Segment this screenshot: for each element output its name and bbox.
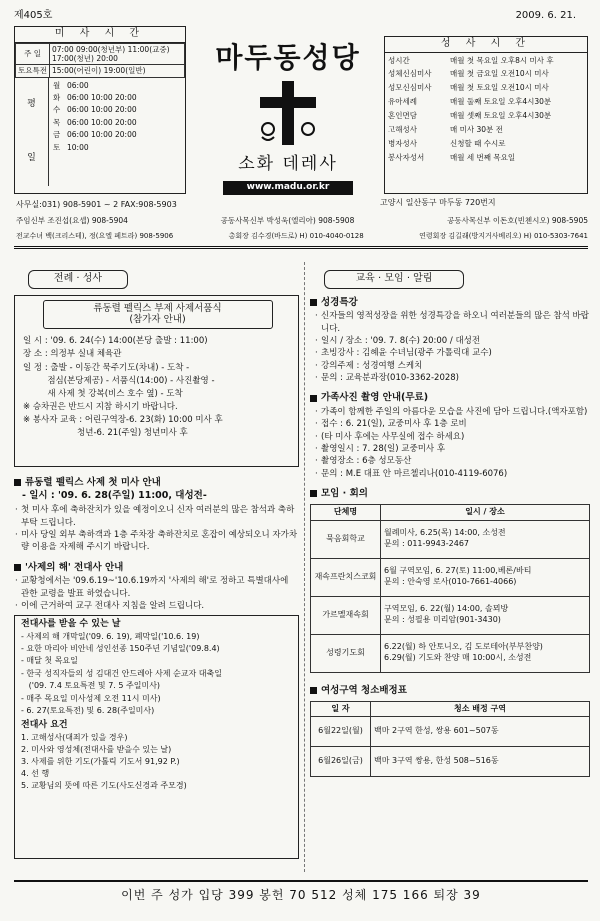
sacrament-desc: 신청할 때 수시로: [450, 138, 506, 148]
sacrament-name: 성모신심미사: [388, 83, 432, 93]
meeting-group-detail: [381, 520, 590, 558]
church-name: 마두동성당: [215, 41, 361, 74]
meeting-header-name: 단체명: [311, 504, 381, 520]
hymn-footer: 이번 주 성가 입당 399 봉헌 70 512 성체 175 166 퇴장 39: [121, 888, 481, 902]
indulgence-reqs: [21, 732, 292, 792]
indulgence-day: - 사제의 해 개막일('09. 6. 19), 폐막일('10.6. 19): [21, 631, 200, 641]
weekday-row: 목 06:00 10:00 20:00: [53, 117, 137, 127]
indulgence-req: 5. 교황님의 뜻에 따른 기도(사도신경과 주모경): [21, 780, 187, 790]
ordination-line: ※ 봉사자 교육 : 어린구역장-6. 23(화) 10:00 미사 후: [23, 415, 223, 426]
meeting-group-detail: [381, 558, 590, 596]
mass-sunday-label: 주 일: [16, 43, 50, 65]
contact-assistant-2: 공동사목신부 이돈호(빈첸시오) 908-5905: [447, 216, 588, 225]
bible-line: · 일시 / 장소 : '09. 7. 8(수) 20:00 / 대성전: [314, 335, 590, 347]
meeting-detail-line: 6월 구역모임, 6. 27(토) 11:00,베론/바티: [384, 566, 532, 576]
cleaning-date: 6월22일(월): [311, 717, 371, 747]
cleaning-area: 백마 3구역 쌍용, 한성 508~516동: [371, 747, 590, 777]
footer-divider: [14, 880, 588, 882]
education-section-title: 교육 · 모임 · 알림: [324, 270, 464, 289]
cleaning-area: 백마 2구역 한성, 쌍용 601~507동: [371, 717, 590, 747]
sacrament-times-title: 성 사 시 간: [385, 37, 587, 53]
weekday-row: 화 06:00 10:00 20:00: [53, 93, 137, 102]
weekday-label-2: 일: [27, 153, 36, 163]
cleaning-title: 여성구역 청소배정표: [321, 684, 407, 696]
ordination-line: 일 시 : '09. 6. 24(수) 14:00(본당 출발 : 11:00): [23, 336, 208, 347]
cleaning-table: [310, 701, 590, 778]
sacrament-desc: 매 미사 30분 전: [450, 124, 503, 134]
bible-line: · 문의 : 교육분과장(010-3362-2028): [314, 372, 590, 384]
church-branding: [190, 40, 386, 195]
meeting-group-detail: [381, 634, 590, 672]
weekday-label-1: 평: [27, 99, 36, 109]
photo-line: · 문의 : M.E 대표 안 마르첼리나(010-4119-6076): [314, 468, 590, 480]
indulgence-days: [21, 631, 292, 718]
meeting-group-name: 묵음회학교: [311, 520, 381, 558]
top-header: [14, 10, 586, 23]
sacrament-row: [388, 151, 584, 165]
indulgence-req: 4. 선 행: [21, 768, 50, 778]
liturgy-section-title: 전례 · 성사: [28, 270, 128, 289]
photo-line: · 촬영장소 : 6층 성모동산: [314, 455, 590, 467]
ordination-line: ※ 승차권은 반드시 지참 하시기 바랍니다.: [23, 402, 178, 413]
church-website[interactable]: www.madu.or.kr: [223, 181, 353, 194]
meeting-detail-line: 6.29(월) 기도와 찬양 매 10:00시, 소성전: [384, 653, 532, 663]
sacrament-name: 성시간: [388, 55, 410, 65]
meeting-group-name: 재속프란치스코회: [311, 558, 381, 596]
table-row: [311, 558, 590, 596]
left-column: [14, 270, 299, 859]
weekday-row: 수 06:00 10:00 20:00: [53, 105, 137, 115]
table-row: [311, 717, 590, 747]
issue-number: 제405호: [14, 10, 53, 21]
sacrament-desc: 매월 세 번째 목요일: [450, 152, 516, 162]
table-row: [311, 596, 590, 634]
ordination-line: 청년-6. 21(주일) 청년미사 후: [23, 428, 188, 439]
sacrament-name: 고해성사: [388, 124, 417, 134]
sacrament-name: 봉사자성서: [388, 152, 425, 162]
photo-line: · (타 미사 후에는 사무실에 접수 하세요): [314, 431, 590, 443]
cleaning-header-date: 일 자: [311, 701, 371, 717]
sacrament-desc: 매월 첫 목요일 오후8시 미사 후: [450, 55, 554, 65]
ordination-line: 새 사제 첫 강복(비스 호수 옆) - 도착: [23, 388, 183, 399]
first-mass-datetime: - 일시 : '09. 6. 28(주일) 11:00, 대성전-: [22, 490, 207, 502]
first-mass-section: [14, 477, 299, 554]
cleaning-date: 6월26일(금): [311, 747, 371, 777]
sacrament-name: 유아세례: [388, 97, 417, 107]
indulgence-day: - 6. 27(토요특전) 및 6. 28(주일미사): [21, 705, 155, 715]
right-column: [310, 270, 590, 777]
cleaning-section: [310, 685, 590, 778]
photo-title: 가족사진 촬영 안내(무료): [321, 392, 429, 404]
ordination-line: 점심(본당제공) - 서품식(14:00) - 사진촬영 -: [23, 375, 215, 386]
meeting-detail-line: 문의 : 안숙영 로사(010-7661-4066): [384, 577, 517, 587]
indulgence-req: 3. 사제를 위한 기도(가톨릭 기도서 91,92 P.): [21, 756, 180, 766]
meeting-table: [310, 504, 590, 673]
bible-section: [310, 297, 590, 385]
weekday-row: 금 06:00 10:00 20:00: [53, 130, 137, 140]
priest-year-title: '사제의 해' 전대사 안내: [25, 561, 124, 573]
indulgence-day: ('09. 7.4 토요특전 및 7. 5 주일미사): [21, 681, 161, 691]
meeting-detail-line: 월례미사, 6.25(목) 14:00, 소성전: [384, 528, 506, 538]
bullet-square-icon: [14, 564, 21, 571]
column-divider: [304, 262, 305, 872]
bullet-square-icon: [310, 490, 317, 497]
table-row: [311, 747, 590, 777]
issue-date: 2009. 6. 21.: [515, 10, 576, 21]
mass-times-box: [14, 26, 186, 194]
sacrament-desc: 매월 첫 금요일 오전10시 미사: [450, 69, 549, 79]
meeting-detail-line: 문의 : 011-9943-2467: [384, 539, 469, 549]
bullet-square-icon: [310, 299, 317, 306]
photo-details: [314, 406, 590, 480]
indulgence-day: - 매달 첫 목요일: [21, 656, 78, 666]
sacrament-row: [388, 109, 584, 123]
meeting-detail-line: 문의 : 성필용 미리암(901-3430): [384, 615, 501, 625]
weekday-row: 토 10:00: [53, 142, 89, 152]
indulgence-req: 2. 미사와 영성체(전대사를 받을수 있는 날): [21, 744, 172, 754]
ordination-details: [23, 335, 292, 440]
office-phone: 사무실:031) 908-5901 ~ 2 FAX:908-5903: [16, 200, 177, 209]
photo-line: · 접수 : 6. 21(일), 교중미사 후 1층 로비: [314, 418, 590, 430]
meeting-detail-line: 구역모임, 6. 22(월) 14:00, 솔뫼방: [384, 604, 509, 614]
indulgence-req: 1. 고해성사(대죄가 있을 경우): [21, 732, 128, 742]
bible-line: · 신자들의 영적성장을 위한 성경특강을 하오니 여러분들의 많은 참석 바랍니다.: [314, 310, 590, 335]
bible-line: · 강의주제 : 성경여행 스케치: [314, 360, 590, 372]
first-mass-note: · 미사 당일 외부 축하객과 1층 주차장 축하잔치로 혼잡이 예상되오니 자가차량 이용을 자제해 주시기 바랍니다.: [14, 529, 299, 554]
contacts-row-staff: [16, 232, 588, 241]
bullet-square-icon: [310, 395, 317, 402]
sacrament-row: [388, 137, 584, 151]
sacrament-desc: 매월 둘째 토요일 오후4시30분: [450, 97, 552, 107]
indulgence-days-title: 전대사를 받을 수 있는 날: [21, 619, 121, 630]
meeting-group-name: 성령기도회: [311, 634, 381, 672]
indulgence-req-title: 전대사 요건: [21, 720, 68, 731]
meeting-section: [310, 488, 590, 673]
contact-president: 총회장 김수경(바드로) H) 010-4040-0128: [228, 232, 364, 240]
bullet-square-icon: [310, 687, 317, 694]
indulgence-box: [14, 615, 299, 859]
meeting-detail-line: 6.22(월) 하 안토니오, 김 도로테아(부부찬양): [384, 642, 543, 652]
meeting-title: 모임 · 회의: [321, 488, 368, 499]
bible-title: 성경특강: [321, 296, 358, 308]
sacrament-name: 성체신심미사: [388, 69, 432, 79]
ordination-box: [14, 295, 299, 467]
sacrament-row: [388, 54, 584, 68]
contacts-row-priests: [16, 216, 588, 225]
mass-sunday-line-2: 17:00(청년) 20:00: [52, 53, 118, 63]
photo-line: · 가족이 함께한 주일의 아름다운 모습을 사진에 담아 드립니다.(액자포함): [314, 406, 590, 418]
photo-section: [310, 392, 590, 480]
indulgence-day: - 한국 성직자들의 성 김대건 안드레아 사제 순교자 대축일: [21, 668, 222, 678]
ordination-title-line2: (참가자 안내): [129, 314, 186, 326]
sacrament-name: 병자성사: [388, 138, 417, 148]
priest-year-note: · 이에 근거하여 교구 전대사 지침을 알려 드립니다.: [14, 600, 299, 612]
contact-pastor: 주임신부 조진섭(요셉) 908-5904: [16, 216, 128, 225]
mass-saturday-line: 15:00(어린이) 19:00(일반): [50, 65, 185, 77]
church-patron: 소화 데레사: [238, 154, 338, 174]
sacrament-row: [388, 81, 584, 95]
sacrament-row: [388, 95, 584, 109]
cross-logo-icon: [248, 79, 328, 149]
sacrament-row: [388, 123, 584, 137]
header-divider: [14, 246, 588, 249]
meeting-header-detail: 일시 / 장소: [381, 504, 590, 520]
ordination-title: [43, 300, 273, 330]
bible-details: [314, 310, 590, 384]
weekday-row: 월 06:00: [53, 80, 89, 90]
sacrament-row: [388, 67, 584, 81]
bible-line: · 초빙강사 : 김혜윤 수녀님(광주 가톨릭대 교수): [314, 347, 590, 359]
sacrament-list: [385, 53, 587, 166]
ordination-title-line1: 류동렬 펠릭스 부제 사제서품식: [93, 302, 222, 314]
cleaning-header-area: 청소 배정 구역: [371, 701, 590, 717]
ordination-line: 일 정 : 출발 - 이동간 묵주기도(차내) - 도착 -: [23, 362, 190, 373]
contact-funeral: 연령회장 김길래(방지거사베리오) H) 010-5303-7641: [419, 232, 588, 240]
meeting-group-name: 가르멜재속회: [311, 596, 381, 634]
ordination-line: 장 소 : 의정부 실내 체육관: [23, 349, 122, 360]
church-address: 고양시 일산동구 마두동 720번지: [380, 198, 496, 207]
indulgence-day: - 요한 마리아 비안네 성인선종 150주년 기념일('09.8.4): [21, 643, 220, 653]
table-row: [311, 634, 590, 672]
bullet-square-icon: [14, 479, 21, 486]
first-mass-note: · 첫 미사 후에 축하잔치가 있을 예정이오니 신자 여러분의 많은 참석과 축하 부탁 드립니다.: [14, 504, 299, 529]
meeting-group-detail: [381, 596, 590, 634]
sacrament-desc: 매월 첫 토요일 오전10시 미사: [450, 83, 549, 93]
mass-saturday-label: 토요특전: [16, 65, 50, 77]
contact-assistant-1: 공동사목신부 박성욱(엘리아) 908-5908: [220, 216, 355, 225]
sacrament-times-box: [384, 36, 588, 194]
contact-sisters: 전교수녀 백(크리스테), 정(요엘 페트라) 908-5906: [16, 232, 174, 240]
photo-line: · 촬영일시 : 7. 28(일) 교중미사 후: [314, 443, 590, 455]
sacrament-name: 혼인면담: [388, 111, 417, 120]
table-row: [311, 520, 590, 558]
mass-times-title: 미 사 시 간: [15, 27, 185, 43]
mass-sunday-line-1: 07:00 09:00(청년부) 11:00(교중): [52, 44, 170, 54]
priest-year-section: [14, 562, 299, 860]
sacrament-desc: 매월 셋째 토요일 오후4시30분: [450, 111, 552, 120]
priest-year-note: · 교황청에서는 '09.6.19~'10.6.19까지 '사제의 해'로 정하고 특별대사에 관한 교령을 발표 하였습니다.: [14, 575, 299, 600]
first-mass-title: 류동렬 펠릭스 사제 첫 미사 안내: [25, 476, 161, 488]
weekday-mass-block: [15, 78, 185, 186]
indulgence-day: - 매주 목요일 미사성제 오전 11시 미사): [21, 693, 161, 703]
